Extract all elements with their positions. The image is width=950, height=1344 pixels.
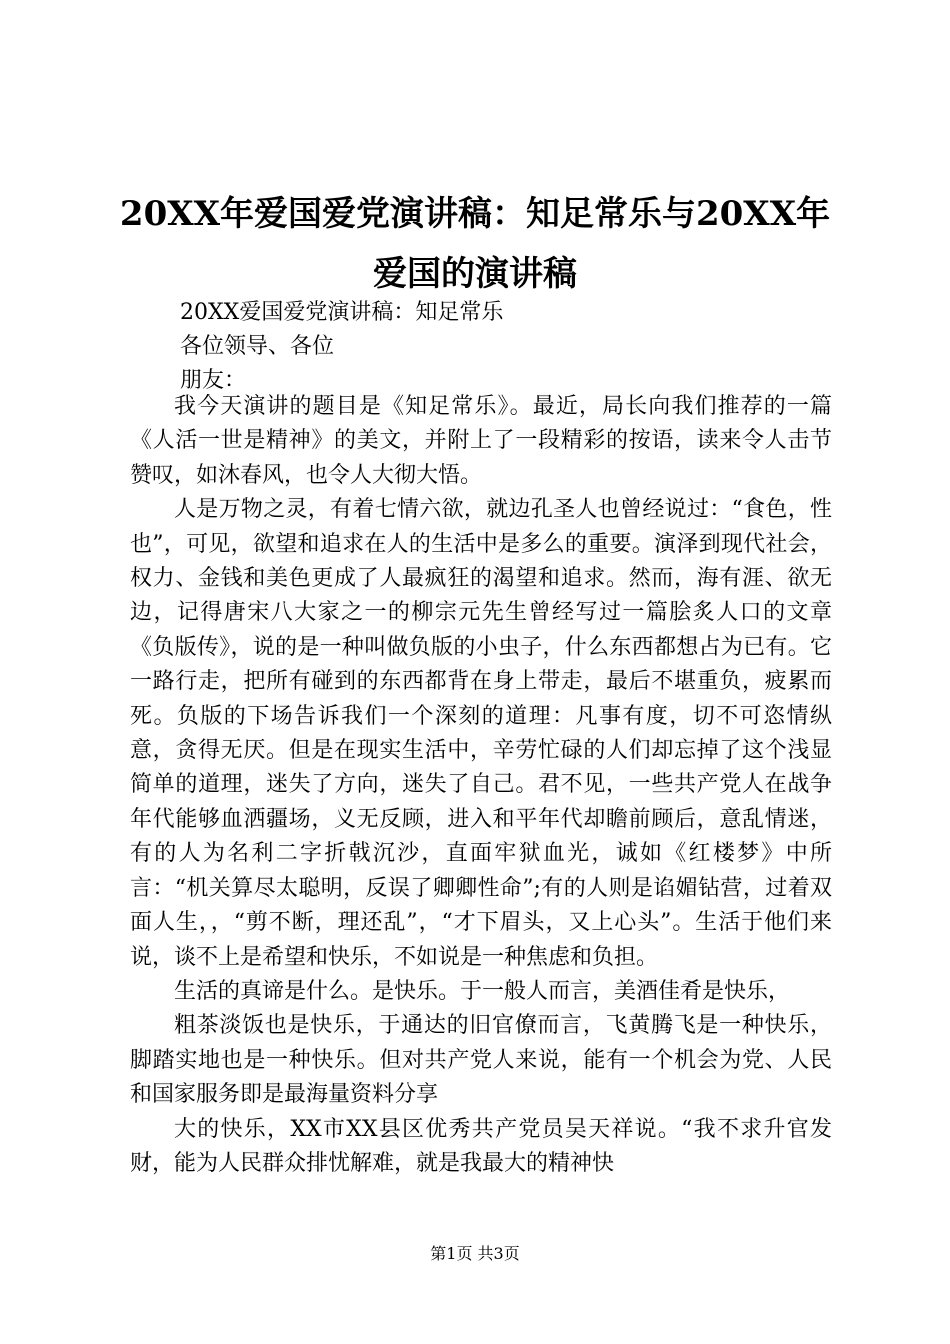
document-title bbox=[100, 184, 850, 304]
page-footer bbox=[0, 1244, 950, 1264]
paragraph: 粗茶淡饭也是快乐，于通达的旧官僚而言，飞黄腾飞是一种快乐，脚踏实地也是一种快乐。但对共产党人来说，能有一个机会为党、人民和国家服务即是最海量资料分享 bbox=[130, 1013, 832, 1108]
page-indicator: 第1页 共3页 bbox=[430, 1244, 520, 1263]
intro-block bbox=[180, 296, 840, 398]
paragraph: 生活的真谛是什么。是快乐。于一般人而言，美酒佳肴是快乐， bbox=[174, 978, 791, 1004]
paragraph: 我今天演讲的题目是《知足常乐》。最近，局长向我们推荐的一篇《人活一世是精神》的美文，并附上了一段精彩的按语，读来令人击节赞叹，如沐春风，也令人大彻大悟。 bbox=[130, 394, 832, 488]
subtitle: 20XX爱国爱党演讲稿：知足常乐 bbox=[180, 300, 504, 325]
speech-body bbox=[130, 390, 832, 1181]
greeting-line-1: 各位领导、各位 bbox=[180, 334, 335, 359]
greeting-line-2: 朋友： bbox=[180, 368, 247, 393]
title-line-2: 爱国的演讲稿 bbox=[373, 254, 577, 294]
paragraph: 大的快乐，XX市XX县区优秀共产党员吴天祥说。“我不求升官发财，能为人民群众排忧解难，就是我最大的精神快 bbox=[130, 1116, 832, 1176]
title-line-1: 20XX年爱国爱党演讲稿：知足常乐与20XX年 bbox=[119, 194, 831, 234]
paragraph: 人是万物之灵，有着七情六欲，就边孔圣人也曾经说过：“食色，性也”，可见，欲望和追求在人的生活中是多么的重要。演泽到现代社会，权力、金钱和美色更成了人最疯狂的渴望和追求。然而，海有涯、欲无边，记得唐宋八大家之一的柳宗元先生曾经写过一篇脍炙人口的文章《负版传》，说的是一种叫做负版的小虫子，什么东西都想占为已有。它一路行走，把所有碰到的东西都背在身上带走，最后不堪重负，疲累而死。负版的下场告诉我们一个深刻的道理：凡事有度，切不可恣情纵意，贪得无厌。但是在现实生活中，辛劳忙碌的人们却忘掉了这个浅显简单的道理，迷失了方向，迷失了自己。君不见，一些共产党人在战争年代能够血洒疆场，义无反顾，进入和平年代却瞻前顾后，意乱情迷，有的人为名利二字折戟沉沙，直面牢狱血光，诚如《红楼梦》中所言：“机关算尽太聪明，反误了卿卿性命”;有的人则是谄媚钻营，过着双面人生，，“剪不断，理还乱”，“才下眉头，又上心头”。生活于他们来说，谈不上是希望和快乐，不如说是一种焦虑和负担。 bbox=[130, 497, 832, 970]
